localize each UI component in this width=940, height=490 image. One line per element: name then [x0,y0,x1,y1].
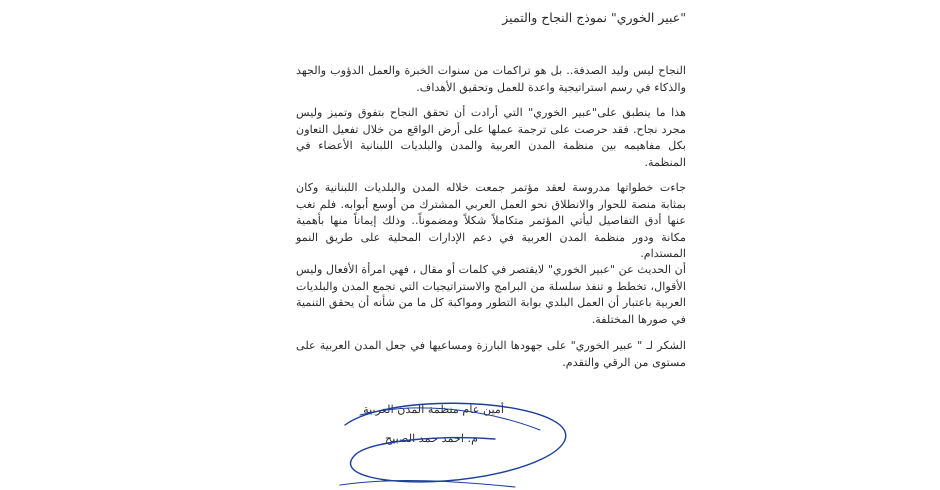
paragraph-2: هذا ما ينطبق على"عبير الخوري" التي أرادت أن تحقق النجاح بتفوق وتميز وليس مجرد نجاح. فقد حرصت على ترجمة عملها على أرض الواقع من خلال تفعيل التعاون بكل مفاهيمه بين منظمة المدن العربية والمدن والبلديات اللبنانية الأعضاء في المنظمة. [296,106,686,169]
signatory-name: م. احمد حمد الصبيح [385,432,478,445]
paragraph-5: الشكر لـ " عبير الخوري" على جهودها البارزة ومساعيها في جعل المدن العربية على مستوى من الرقي والتقدم. [296,339,686,369]
letter-title: "عبير الخوري" نموذج النجاح والتميز [502,10,686,25]
handwritten-signature [325,395,585,490]
paragraph-4: أن الحديث عن "عبير الخوري" لايقتصر في كلمات أو مقال ، فهي امرأة الأفعال وليس الأقوال، تخطط و تنفذ سلسلة من البرامج والاستراتيجيات التي تجمع المدن والبلديات العربية باعتبار أن العمل البلدي بوابة التطور ومواكبة كل ما من شأنه أن يحقق التنمية في صورها المختلفة. [296,263,686,326]
paragraph-3: جاءت خطواتها مدروسة لعقد مؤتمر جمعت خلاله المدن والبلديات اللبنانية وكان بمثابة منصة للحوار والانطلاق نحو العمل العربي المشترك من أوسع أبوابه. فلم تغب عنها أدق التفاصيل ليأتي المؤتمر متكاملاً شكلاً ومضموناً.. وذلك إيماناً منها بأهمية مكانة ودور منظمة المدن العربية في دعم الإدارات المحلية على طريق النمو المستدام. [296,181,686,260]
signatory-title: أمين عام منظمة المدن العربية [363,403,504,416]
paragraph-1: النجاح ليس وليد الصدفة.. بل هو تراكمات من سنوات الخبرة والعمل الدؤوب والجهد والذكاء في رسم استراتيجية واعدة للعمل وتحقيق الأهداف. [296,64,686,94]
